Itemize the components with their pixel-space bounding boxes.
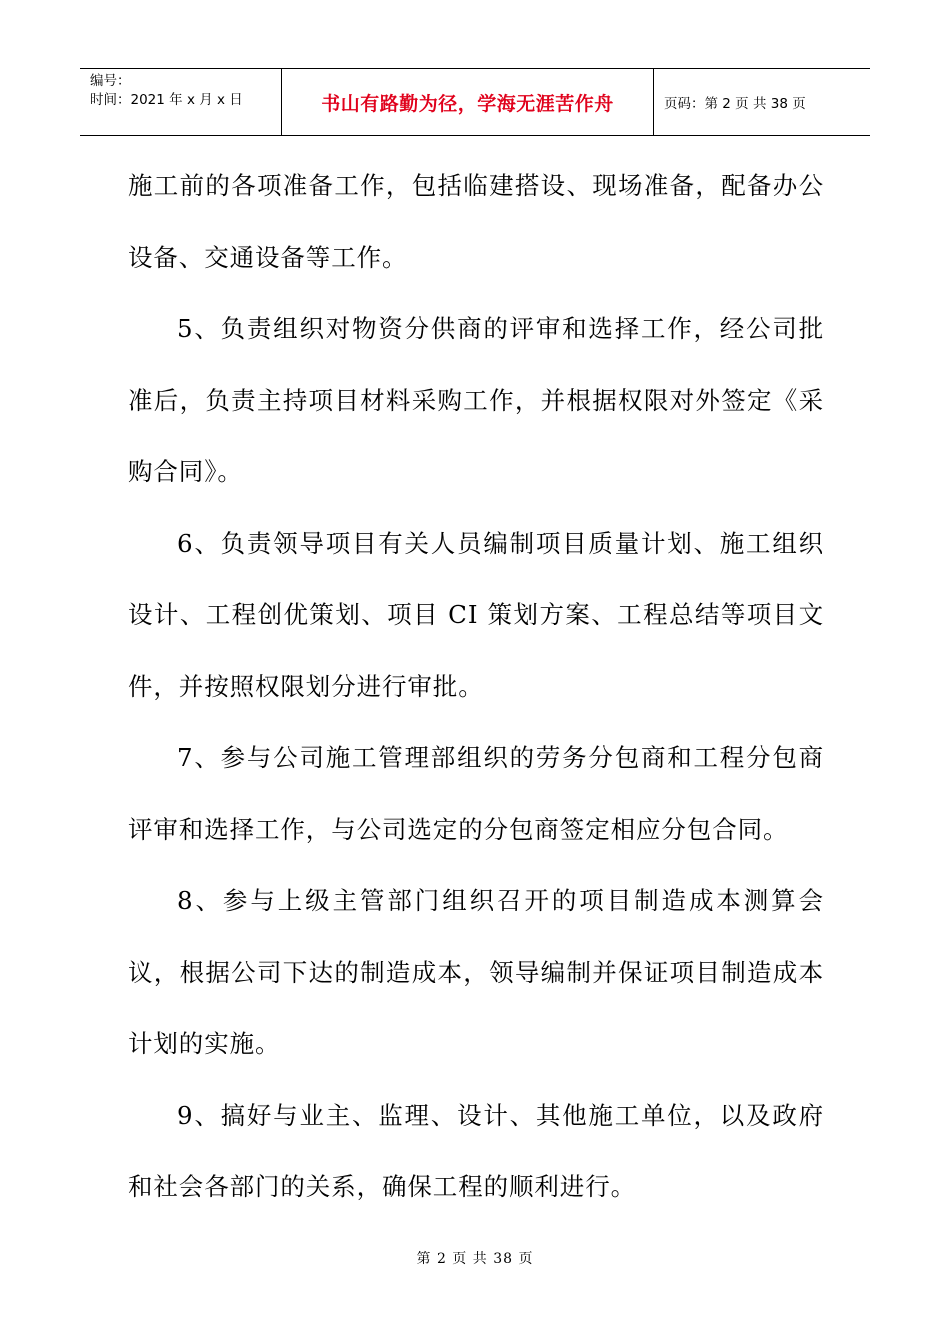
paragraph: 8、参与上级主管部门组织召开的项目制造成本测算会议，根据公司下达的制造成本，领导编制并保证项目制造成本计划的实施。	[128, 886, 824, 1058]
page-header	[80, 68, 870, 136]
document-date: 时间：2021 年 x 月 x 日	[90, 92, 243, 108]
header-meta	[80, 69, 282, 135]
paragraph: 9、搞好与业主、监理、设计、其他施工单位，以及政府和社会各部门的关系，确保工程的顺利进行。	[128, 1100, 824, 1201]
document-body	[128, 150, 824, 1223]
page-footer: 第 2 页 共 38 页	[416, 1251, 534, 1267]
paragraph: 5、负责组织对物资分供商的评审和选择工作，经公司批准后，负责主持项目材料采购工作，并根据权限对外签定《采购合同》。	[128, 314, 824, 486]
header-motto: 书山有路勤为径，学海无涯苦作舟	[282, 69, 654, 135]
header-page-info: 页码：第 2 页 共 38 页	[664, 96, 806, 112]
document-code-label: 编号：	[90, 73, 131, 89]
paragraph: 7、参与公司施工管理部组织的劳务分包商和工程分包商评审和选择工作，与公司选定的分包商签定相应分包合同。	[128, 743, 824, 844]
paragraph: 6、负责领导项目有关人员编制项目质量计划、施工组织设计、工程创优策划、项目 CI 策划方案、工程总结等项目文件，并按照权限划分进行审批。	[128, 528, 824, 701]
paragraph: 施工前的各项准备工作，包括临建搭设、现场准备，配备办公设备、交通设备等工作。	[128, 171, 824, 272]
